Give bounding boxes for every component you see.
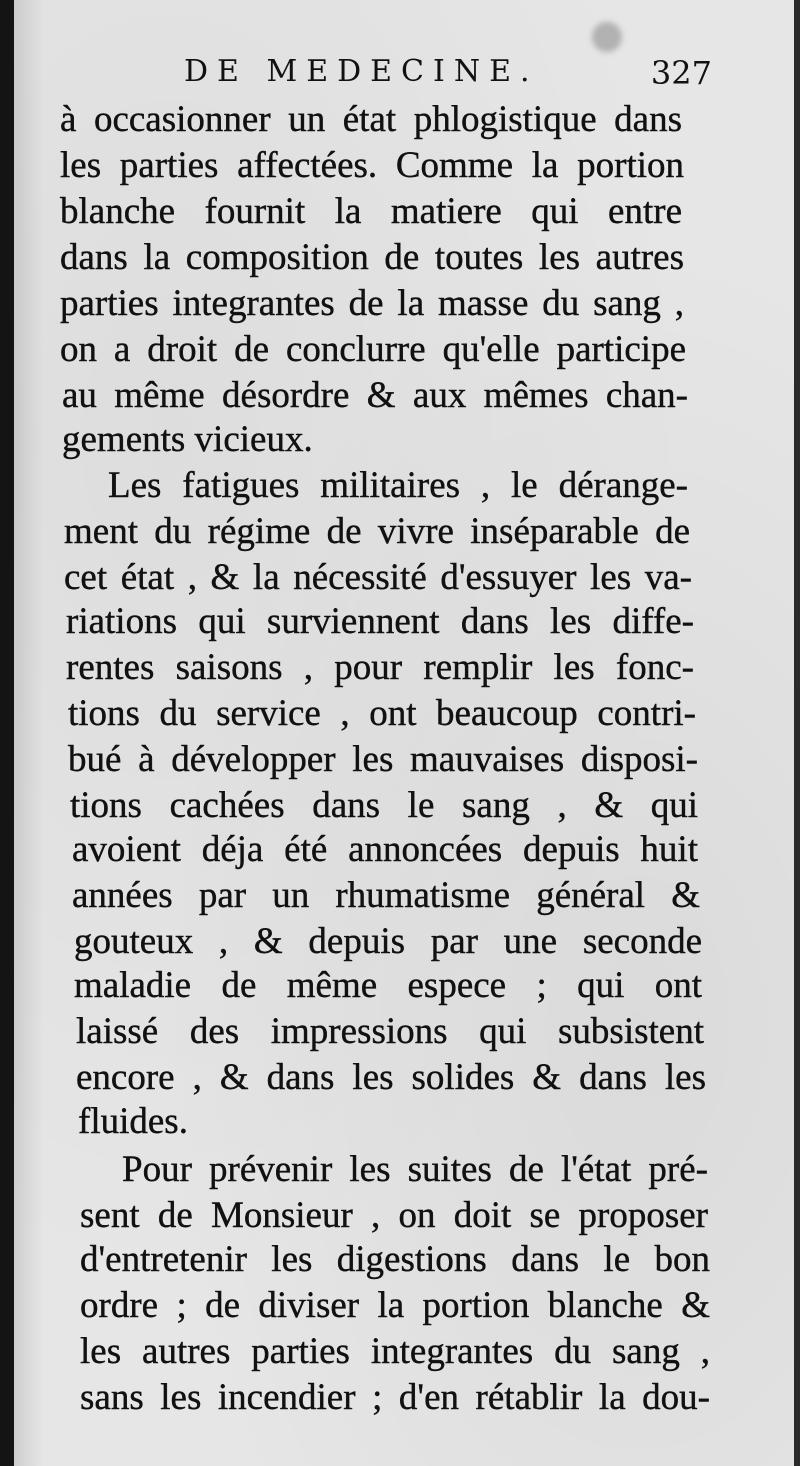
text-line: rentes saisons , pour remplir les fonc- bbox=[66, 647, 694, 688]
text-line: les parties affectées. Comme la portion bbox=[60, 145, 684, 186]
text-line: d'entretenir les digestions dans le bon bbox=[80, 1239, 710, 1280]
running-head: DE MEDECINE. bbox=[184, 54, 539, 89]
text-line: tions cachées dans le sang , & qui bbox=[70, 785, 698, 826]
book-page bbox=[14, 0, 794, 1466]
text-line: ordre ; de diviser la portion blanche & bbox=[80, 1285, 710, 1326]
text-line: tions du service , ont beaucoup contri- bbox=[68, 693, 696, 734]
text-line: encore , & dans les solides & dans les bbox=[76, 1057, 706, 1098]
paragraph-first-line: Les fatigues militaires , le dérange- bbox=[108, 465, 688, 506]
text-line: ment du régime de vivre inséparable de bbox=[64, 511, 690, 552]
text-line: laissé des impressions qui subsistent bbox=[76, 1011, 704, 1052]
text-line: sent de Monsieur , on doit se proposer bbox=[80, 1195, 708, 1236]
text-line: gouteux , & depuis par une seconde bbox=[74, 921, 702, 962]
text-line: à occasionner un état phlogistique dans bbox=[60, 99, 682, 140]
text-line: fluides. bbox=[78, 1101, 188, 1142]
page-number: 327 bbox=[650, 54, 712, 92]
text-line: dans la composition de toutes les autres bbox=[60, 237, 684, 278]
text-line: maladie de même espece ; qui ont bbox=[74, 965, 702, 1006]
text-line: les autres parties integrantes du sang , bbox=[80, 1331, 710, 1372]
text-line: blanche fournit la matiere qui entre bbox=[60, 191, 682, 232]
text-line: on a droit de conclurre qu'elle participe bbox=[60, 329, 686, 370]
text-line: années par un rhumatisme général & bbox=[72, 875, 700, 916]
text-line: gements vicieux. bbox=[62, 419, 313, 460]
text-line: au même désordre & aux mêmes chan- bbox=[62, 375, 688, 416]
paragraph-first-line: Pour prévenir les suites de l'état pré- bbox=[122, 1149, 708, 1190]
text-line: riations qui surviennent dans les diffe- bbox=[66, 601, 694, 642]
text-line: bué à développer les mauvaises disposi- bbox=[68, 739, 698, 780]
scan-border-left bbox=[0, 0, 14, 1466]
text-line: sans les incendier ; d'en rétablir la dou- bbox=[80, 1377, 710, 1418]
text-line: parties integrantes de la masse du sang , bbox=[60, 283, 684, 324]
body-text bbox=[14, 0, 794, 1466]
scan-border-right bbox=[794, 0, 800, 1466]
text-line: avoient déja été annoncées depuis huit bbox=[72, 829, 698, 870]
text-line: cet état , & la nécessité d'essuyer les va- bbox=[64, 557, 692, 598]
